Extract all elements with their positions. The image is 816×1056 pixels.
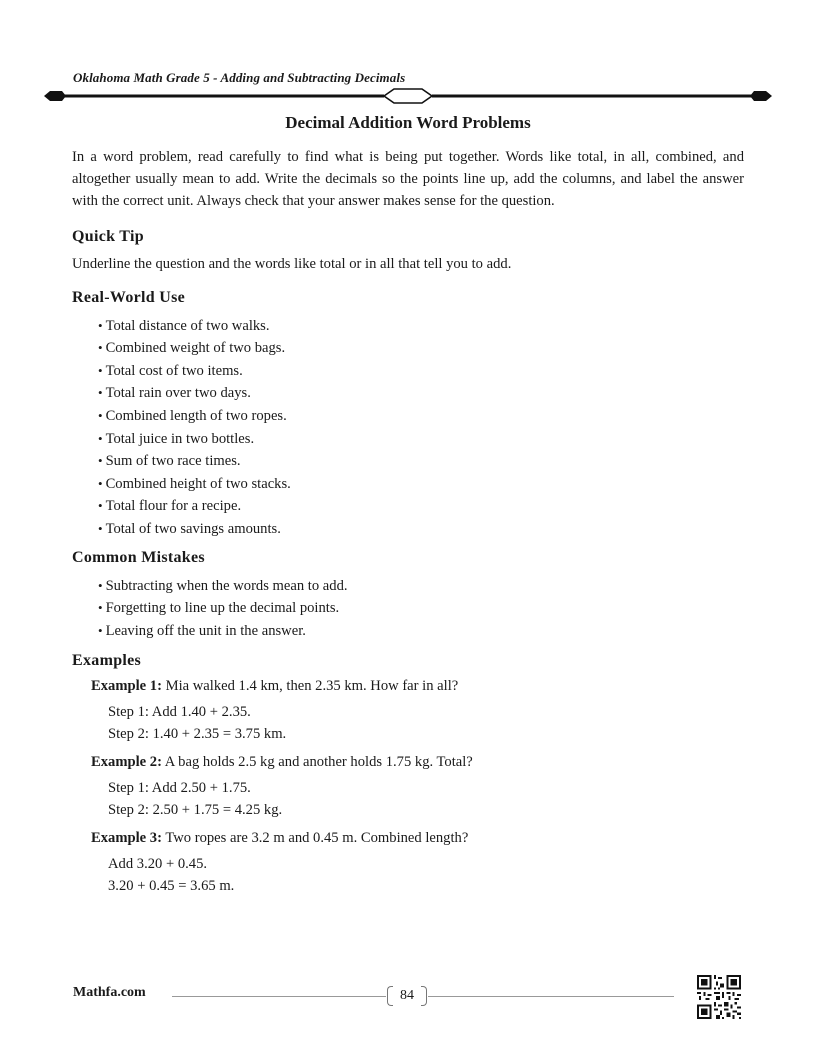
list-item: • Combined height of two stacks. bbox=[98, 475, 291, 492]
list-item: • Sum of two race times. bbox=[98, 453, 241, 470]
quick-tip-heading: Quick Tip bbox=[72, 227, 144, 245]
list-item: • Total rain over two days. bbox=[98, 385, 251, 402]
list-item: • Forgetting to line up the decimal points. bbox=[98, 600, 340, 617]
list-item: • Subtracting when the words mean to add. bbox=[98, 577, 348, 594]
example-step: Step 2: 1.40 + 2.35 = 3.75 km. bbox=[108, 725, 287, 742]
footer-brand: Mathfa.com bbox=[73, 985, 146, 1000]
example-label: Example 3: bbox=[91, 830, 162, 847]
real-world-heading: Real-World Use bbox=[72, 288, 186, 306]
bullet-icon: • bbox=[98, 600, 103, 616]
bullet-icon: • bbox=[98, 385, 103, 401]
bullet-icon: • bbox=[98, 475, 103, 491]
example-block bbox=[91, 828, 744, 897]
intro-paragraph: In a word problem, read carefully to find what is being put together. Words like total, in all, combined, and altogether usually mean to add. Write the decimals so the points line up, add the columns, and label the answer with the correct unit. Always check that your answer makes sense for the question. bbox=[72, 149, 744, 210]
example-question: Example 3: Two ropes are 3.2 m and 0.45 m. Combined length? bbox=[91, 830, 469, 847]
bullet-icon: • bbox=[98, 430, 103, 446]
real-world-list bbox=[72, 315, 744, 541]
examples-heading: Examples bbox=[72, 652, 142, 670]
bullet-icon: • bbox=[98, 520, 103, 536]
header-ornament-rule bbox=[44, 88, 772, 104]
quick-tip-text: Underline the question and the words like total or in all that tell you to add. bbox=[72, 255, 512, 272]
common-mistakes-heading: Common Mistakes bbox=[72, 548, 205, 566]
example-step: Step 1: Add 1.40 + 2.35. bbox=[108, 704, 251, 721]
example-label: Example 1: bbox=[91, 678, 162, 695]
example-step: 3.20 + 0.45 = 3.65 m. bbox=[108, 877, 235, 894]
qr-code-icon bbox=[697, 975, 741, 1019]
bullet-icon: • bbox=[98, 407, 103, 423]
bullet-icon: • bbox=[98, 622, 103, 638]
example-block bbox=[91, 676, 744, 745]
example-steps bbox=[108, 854, 744, 897]
page-title: Decimal Addition Word Problems bbox=[285, 113, 531, 132]
bullet-icon: • bbox=[98, 362, 103, 378]
list-item: • Leaving off the unit in the answer. bbox=[98, 622, 306, 639]
example-step: Step 2: 2.50 + 1.75 = 4.25 kg. bbox=[108, 801, 283, 818]
list-item: • Total flour for a recipe. bbox=[98, 498, 242, 515]
bullet-icon: • bbox=[98, 498, 103, 514]
list-item: • Combined length of two ropes. bbox=[98, 407, 287, 424]
list-item: • Total juice in two bottles. bbox=[98, 430, 255, 447]
example-question: Example 1: Mia walked 1.4 km, then 2.35 km. How far in all? bbox=[91, 678, 459, 695]
list-item: • Total of two savings amounts. bbox=[98, 520, 281, 537]
example-step: Step 1: Add 2.50 + 1.75. bbox=[108, 780, 251, 797]
list-item: • Total cost of two items. bbox=[98, 362, 243, 379]
bullet-icon: • bbox=[98, 340, 103, 356]
running-header: Oklahoma Math Grade 5 - Adding and Subtracting Decimals bbox=[73, 70, 406, 85]
example-block bbox=[91, 752, 744, 821]
example-steps bbox=[108, 702, 744, 745]
list-item: • Total distance of two walks. bbox=[98, 317, 270, 334]
example-step: Add 3.20 + 0.45. bbox=[108, 856, 208, 873]
bullet-icon: • bbox=[98, 317, 103, 333]
bullet-icon: • bbox=[98, 577, 103, 593]
example-label: Example 2: bbox=[91, 754, 162, 771]
example-steps bbox=[108, 778, 744, 821]
example-question: Example 2: A bag holds 2.5 kg and another holds 1.75 kg. Total? bbox=[91, 754, 473, 771]
page-number: 84 bbox=[386, 984, 428, 1008]
mistakes-list bbox=[72, 575, 744, 643]
bullet-icon: • bbox=[98, 453, 103, 469]
list-item: • Combined weight of two bags. bbox=[98, 340, 286, 357]
main-content bbox=[72, 146, 744, 897]
